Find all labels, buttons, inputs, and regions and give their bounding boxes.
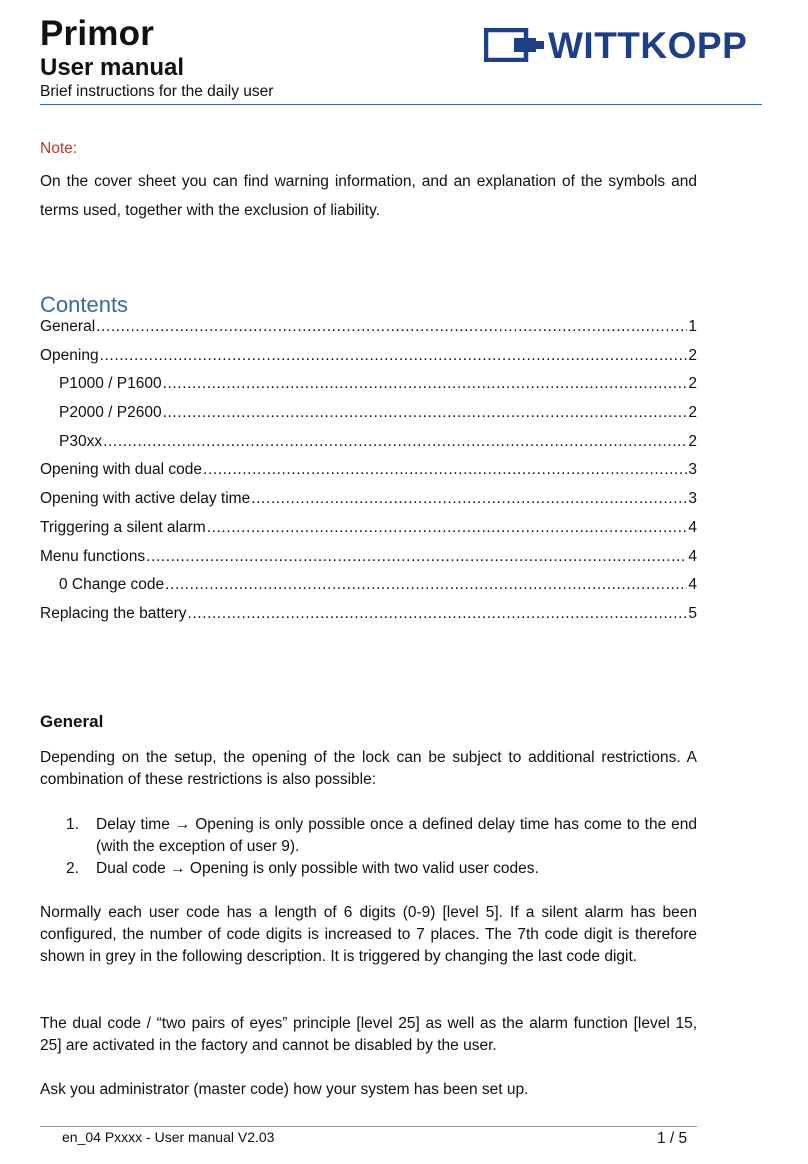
toc-leader (203, 461, 687, 479)
document-brief: Brief instructions for the daily user (40, 83, 274, 100)
toc-entry-p1000[interactable] (40, 375, 697, 404)
footer-divider (40, 1126, 697, 1127)
list-number: 1. (66, 816, 79, 833)
restrictions-list (66, 814, 697, 880)
toc-page: 2 (688, 375, 697, 393)
toc-label: Replacing the battery (40, 604, 187, 622)
brand-name: WITTKOPP (548, 25, 748, 66)
toc-page: 3 (688, 461, 697, 479)
footer-page-number: 1 / 5 (657, 1130, 688, 1147)
toc-leader (187, 605, 687, 623)
toc-page: 3 (688, 490, 697, 508)
toc-label: P2000 / P2600 (59, 404, 162, 422)
toc-leader (103, 433, 687, 451)
section-heading-general: General (40, 712, 104, 731)
header-divider (40, 104, 762, 105)
document-title: Primor (40, 14, 155, 53)
dual-code-paragraph: The dual code / “two pairs of eyes” principle [level 25] as well as the alarm function [level 15, 25] are activated in the factory and cannot be disabled by the user. (40, 1015, 697, 1054)
note-label: Note: (40, 140, 78, 157)
toc-leader (100, 347, 688, 365)
toc-page: 5 (688, 604, 697, 622)
toc-leader (96, 318, 687, 336)
list-text: Delay time → Opening is only possible once a defined delay time has come to the end (with the exception of user 9). (96, 816, 697, 855)
toc-label: 0 Change code (59, 576, 165, 594)
toc-leader (163, 375, 688, 393)
toc-entry-p30xx[interactable] (40, 433, 697, 462)
list-number: 2. (66, 860, 79, 877)
toc-entry-menu-functions[interactable] (40, 548, 697, 577)
toc-label: P1000 / P1600 (59, 375, 162, 393)
list-item (66, 814, 697, 858)
contents-heading: Contents (40, 292, 129, 317)
toc-leader (207, 519, 688, 537)
administrator-paragraph: Ask you administrator (master code) how your system has been set up. (40, 1081, 529, 1098)
toc-page: 2 (688, 432, 697, 450)
toc-leader (251, 490, 687, 508)
toc-entry-p2000[interactable] (40, 404, 697, 433)
toc-label: P30xx (59, 432, 103, 450)
toc-entry-delay-time[interactable] (40, 490, 697, 519)
toc-leader (163, 404, 688, 422)
list-text: Dual code → Opening is only possible with two valid user codes. (96, 860, 539, 877)
toc-label: Menu functions (40, 547, 146, 565)
code-length-paragraph: Normally each user code has a length of 6 digits (0-9) [level 5]. If a silent alarm has been configured, the number of code digits is increased to 7 places. The 7th code digit is therefore shown in grey in the following description. It is triggered by changing the last code digit. (40, 904, 697, 965)
toc-label: Opening with dual code (40, 461, 203, 479)
footer-document-id: en_04 Pxxxx - User manual V2.03 (62, 1129, 275, 1145)
toc-label: General (40, 318, 96, 335)
list-item (66, 858, 697, 880)
toc-entry-change-code[interactable] (40, 576, 697, 605)
toc-label: Opening with active delay time (40, 490, 251, 508)
note-text: On the cover sheet you can find warning information, and an explanation of the symbols and terms used, together with the exclusion of liability. (40, 173, 697, 219)
general-intro: Depending on the setup, the opening of the lock can be subject to additional restrictions. A combination of these restrictions is also possible: (40, 749, 697, 788)
toc-entry-battery[interactable] (40, 605, 697, 634)
toc-page: 4 (688, 576, 697, 594)
document-subtitle: User manual (40, 54, 185, 81)
toc-leader (165, 576, 687, 594)
toc-entry-silent-alarm[interactable] (40, 519, 697, 548)
toc-entry-general[interactable] (40, 318, 697, 347)
toc-page: 4 (688, 518, 697, 536)
toc-leader (146, 548, 687, 566)
wittkopp-logo-mark-icon (484, 28, 546, 62)
toc-entry-opening[interactable] (40, 347, 697, 376)
toc-page: 2 (688, 404, 697, 422)
toc-entry-dual-code[interactable] (40, 461, 697, 490)
toc-label: Opening (40, 346, 99, 364)
toc-page: 1 (688, 318, 697, 335)
toc-page: 4 (688, 547, 697, 565)
wittkopp-logo (484, 26, 770, 66)
toc-page: 2 (688, 346, 697, 364)
table-of-contents (40, 318, 697, 634)
toc-label: Triggering a silent alarm (40, 518, 206, 536)
